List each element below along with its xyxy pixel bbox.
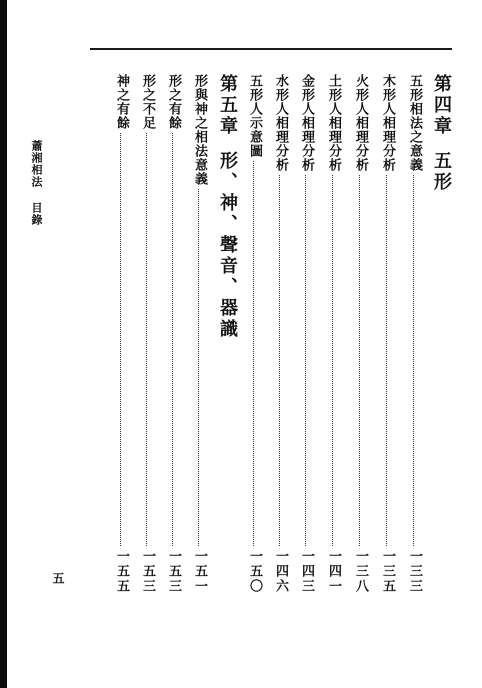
toc-entry-title: 五形人示意圖 [247, 74, 262, 158]
toc-entry-page: 一三三 [407, 549, 422, 594]
running-head-section: 目錄 [30, 202, 43, 226]
toc-entry-page: 一五三 [166, 549, 181, 594]
dot-leader [413, 175, 416, 546]
toc-entry-title: 水形人相理分析 [273, 74, 288, 172]
toc-entry-title: 金形人相理分析 [299, 74, 314, 172]
toc-entry[interactable] [164, 74, 183, 594]
toc-entry-page: 一四一 [326, 549, 341, 594]
dot-leader [253, 161, 256, 546]
toc-entry-page: 一五三 [140, 549, 155, 594]
toc-entry-title: 神之有餘 [114, 74, 129, 130]
toc-entry[interactable] [378, 74, 397, 594]
running-head-title: 蕭湘相法 [30, 140, 43, 188]
dot-leader [332, 175, 335, 546]
toc-entry-title: 形之不足 [140, 74, 155, 130]
dot-leader [198, 189, 201, 546]
toc-entry[interactable] [297, 74, 316, 594]
dot-leader [279, 175, 282, 546]
toc-entry-title: 形與神之相法意義 [192, 74, 207, 186]
dot-leader [120, 133, 123, 546]
toc-entry-title: 五形相法之意義 [407, 74, 422, 172]
toc-entry-title: 火形人相理分析 [353, 74, 368, 172]
toc-entry[interactable] [324, 74, 343, 594]
page-number: 五 [51, 572, 65, 584]
toc-entry-page: 一四三 [299, 549, 314, 594]
toc-entry-title: 木形人相理分析 [380, 74, 395, 172]
toc-entry-page: 一三五 [380, 549, 395, 594]
toc-entry-title: 土形人相理分析 [326, 74, 341, 172]
toc-entry[interactable] [271, 74, 290, 594]
toc-entry[interactable] [351, 74, 370, 594]
toc-entry[interactable] [138, 74, 157, 594]
toc-entry[interactable] [405, 74, 424, 594]
dot-leader [146, 133, 149, 546]
toc-entry[interactable] [190, 74, 209, 594]
book-spine-edge [0, 0, 7, 688]
toc-entry[interactable] [112, 74, 131, 594]
toc-entry[interactable] [245, 74, 264, 594]
toc-entry-page: 一四六 [273, 549, 288, 594]
chapter-5-number: 第五章 [217, 74, 238, 137]
dot-leader [359, 175, 362, 546]
toc-entry-page: 一五一 [192, 549, 207, 594]
chapter-4-number: 第四章 [431, 74, 452, 137]
chapter-heading-4 [428, 74, 454, 594]
running-head [28, 140, 44, 226]
chapter-heading-5 [214, 74, 240, 594]
toc-entry-page: 一五〇 [247, 549, 262, 594]
chapter-5-title: 形、神、聲音、器識 [217, 151, 238, 340]
dot-leader [305, 175, 308, 546]
toc-entry-page: 一三八 [353, 549, 368, 594]
chapter-4-title: 五形 [431, 151, 452, 193]
dot-leader [386, 175, 389, 546]
toc-entry-title: 形之有餘 [166, 74, 181, 130]
toc-entry-page: 一五五 [114, 549, 129, 594]
dot-leader [172, 133, 175, 546]
top-rule [90, 48, 452, 50]
